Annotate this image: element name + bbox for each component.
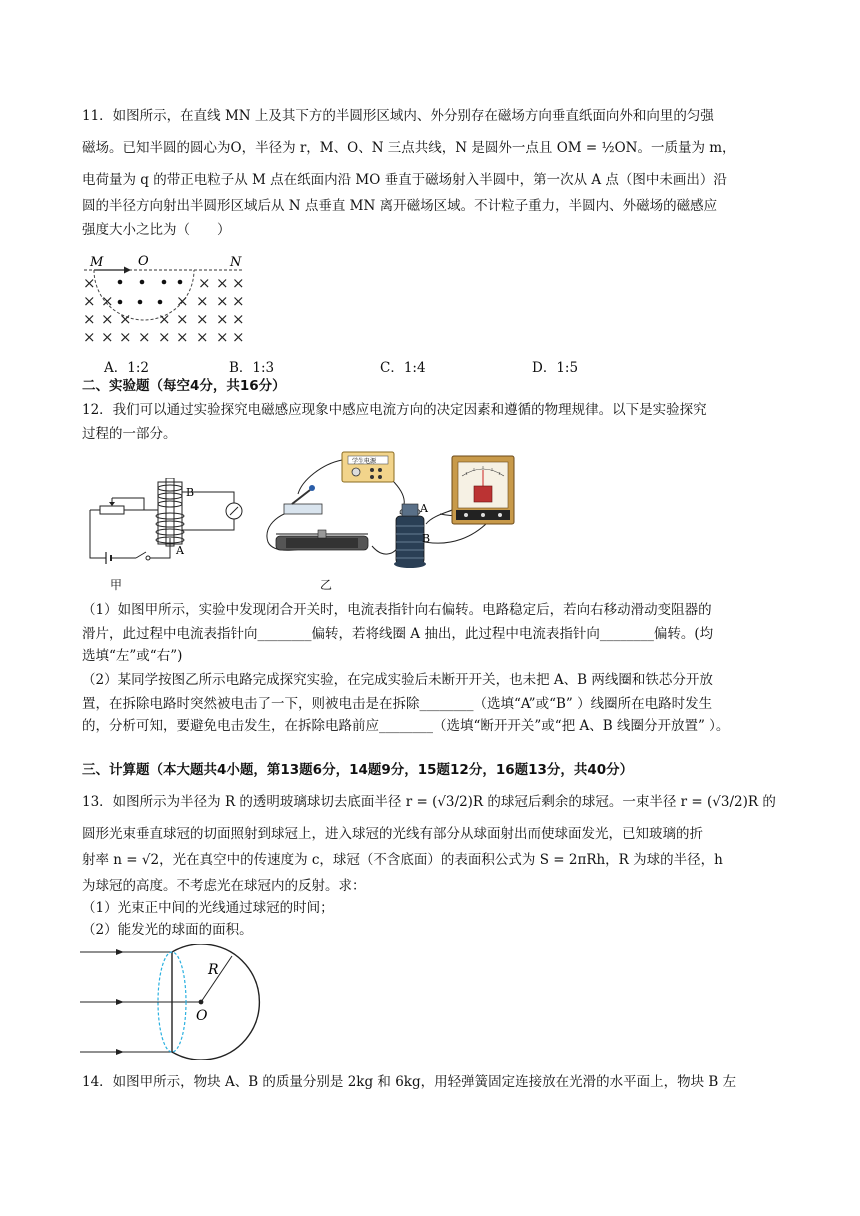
fig-jia-caption: 甲 (110, 578, 123, 592)
q11-option-c: C．1:4 (380, 360, 426, 376)
svg-text:×: × (158, 310, 171, 328)
svg-text:×: × (232, 292, 245, 310)
q13-glass-sphere-figure (80, 944, 280, 1060)
q11-line-5: 强度大小之比为（ ） (82, 222, 231, 238)
q11-magnetic-field-figure (80, 252, 250, 344)
svg-text:×: × (119, 310, 132, 328)
q12-line-1: 12．我们可以通过实验探究电磁感应现象中感应电流方向的决定因素和遵循的物理规律。以下是实验探究 (82, 402, 707, 418)
q11-option-d: D．1:5 (532, 360, 579, 376)
yi-label-b: B (422, 532, 431, 545)
svg-text:×: × (176, 310, 189, 328)
svg-text:×: × (232, 310, 245, 328)
svg-text:×: × (216, 328, 229, 344)
q12-part2-line-3: 的，分析可知，要避免电击发生，在拆除电路前应________（选填“断开开关”或“把 A、B 线圈分开放置” ）。 (82, 718, 730, 734)
svg-text:×: × (83, 328, 96, 344)
q11-line-3: 电荷量为 q 的带正电粒子从 M 点在纸面内沿 MO 垂直于磁场射入半圆中，第一次从 A 点（图中未画出）沿 (82, 172, 727, 188)
q12-part2-line-1: （2）某同学按图乙所示电路完成探究实验，在完成实验后未断开开关，也未把 A、B 两线圈和铁芯分开放 (82, 672, 713, 688)
q13-line-1: 13．如图所示为半径为 R 的透明玻璃球切去底面半径 r = (√3/2)R 的球冠后剩余的球冠。一束半径 r = (√3/2)R 的 (82, 794, 776, 810)
q12-figure-jia-circuit (84, 478, 244, 568)
svg-text:×: × (196, 310, 209, 328)
svg-text:×: × (158, 328, 171, 344)
svg-text:×: × (216, 274, 229, 292)
q11-line-2: 磁场。已知半圆的圆心为O，半径为 r，M、O、N 三点共线，N 是圆外一点且 OM = ½ON。一质量为 m， (82, 140, 736, 156)
svg-text:×: × (83, 310, 96, 328)
q12-part1-line-3: 选填“左”或“右”) (82, 648, 183, 664)
q12-line-2: 过程的一部分。 (82, 426, 177, 442)
q11-label-n: N (230, 255, 242, 270)
q11-label-o: O (138, 254, 149, 269)
yi-label-a: A (420, 502, 428, 515)
jia-label-b: B (186, 486, 195, 499)
section-2-title: 二、实验题（每空4分，共16分） (82, 378, 286, 394)
svg-text:×: × (196, 328, 209, 344)
jia-label-a: A (176, 544, 184, 557)
svg-text:×: × (101, 328, 114, 344)
svg-text:×: × (101, 310, 114, 328)
q12-part2-line-2: 置，在拆除电路时突然被电击了一下，则被电击是在拆除________（选填“A”或“B” ）线圈所在电路时发生 (82, 696, 713, 712)
q13-label-o: O (196, 1008, 208, 1024)
q11-option-b: B．1:3 (229, 360, 275, 376)
q13-line-5: （1）光束正中间的光线通过球冠的时间； (82, 900, 334, 916)
q11-line-1: 11．如图所示，在直线 MN 上及其下方的半圆形区域内、外分别存在磁场方向垂直纸面向外和向里的匀强 (82, 108, 714, 124)
q13-line-2: 圆形光束垂直球冠的切面照射到球冠上，进入球冠的光线有部分从球面射出而使球面发光，已知玻璃的折 (82, 826, 703, 842)
svg-text:×: × (176, 292, 189, 310)
q13-label-r: R (208, 962, 219, 978)
fig-yi-caption: 乙 (320, 578, 333, 592)
svg-text:×: × (232, 274, 245, 292)
q11-label-m: M (90, 255, 104, 270)
svg-text:×: × (216, 292, 229, 310)
svg-text:×: × (216, 310, 229, 328)
svg-text:×: × (138, 328, 151, 344)
svg-text:×: × (83, 274, 96, 292)
yi-power-label: 学生电源 (352, 458, 377, 465)
q13-line-4: 为球冠的高度。不考虑光在球冠内的反射。求： (82, 878, 366, 894)
svg-text:×: × (83, 292, 96, 310)
q12-part1-line-2: 滑片，此过程中电流表指针向________偏转，若将线圈 A 抽出，此过程中电流表指针向________偏转。(均 (82, 626, 714, 642)
svg-text:×: × (198, 274, 211, 292)
svg-text:×: × (232, 328, 245, 344)
svg-text:×: × (119, 328, 132, 344)
svg-text:×: × (196, 292, 209, 310)
svg-text:×: × (176, 328, 189, 344)
q11-option-a: A．1:2 (104, 360, 149, 376)
q13-line-3: 射率 n = √2，光在真空中的传速度为 c，球冠（不含底面）的表面积公式为 S = 2πRh，R 为球的半径，h (82, 852, 723, 868)
q12-part1-line-1: （1）如图甲所示，实验中发现闭合开关时，电流表指针向右偏转。电路稳定后，若向右移动滑动变阻器的 (82, 602, 712, 618)
section-3-title: 三、计算题（本大题共4小题，第13题6分，14题9分，15题12分，16题13分，共40分） (82, 762, 634, 778)
q12-figure-yi-apparatus (262, 450, 520, 574)
q11-line-4: 圆的半径方向射出半圆形区域后从 N 点垂直 MN 离开磁场区域。不计粒子重力，半圆内、外磁场的磁感应 (82, 198, 718, 214)
q13-line-6: （2）能发光的球面的面积。 (82, 922, 253, 938)
svg-text:×: × (101, 292, 114, 310)
q14-line-1: 14．如图甲所示，物块 A、B 的质量分别是 2kg 和 6kg，用轻弹簧固定连接放在光滑的水平面上，物块 B 左 (82, 1074, 737, 1090)
